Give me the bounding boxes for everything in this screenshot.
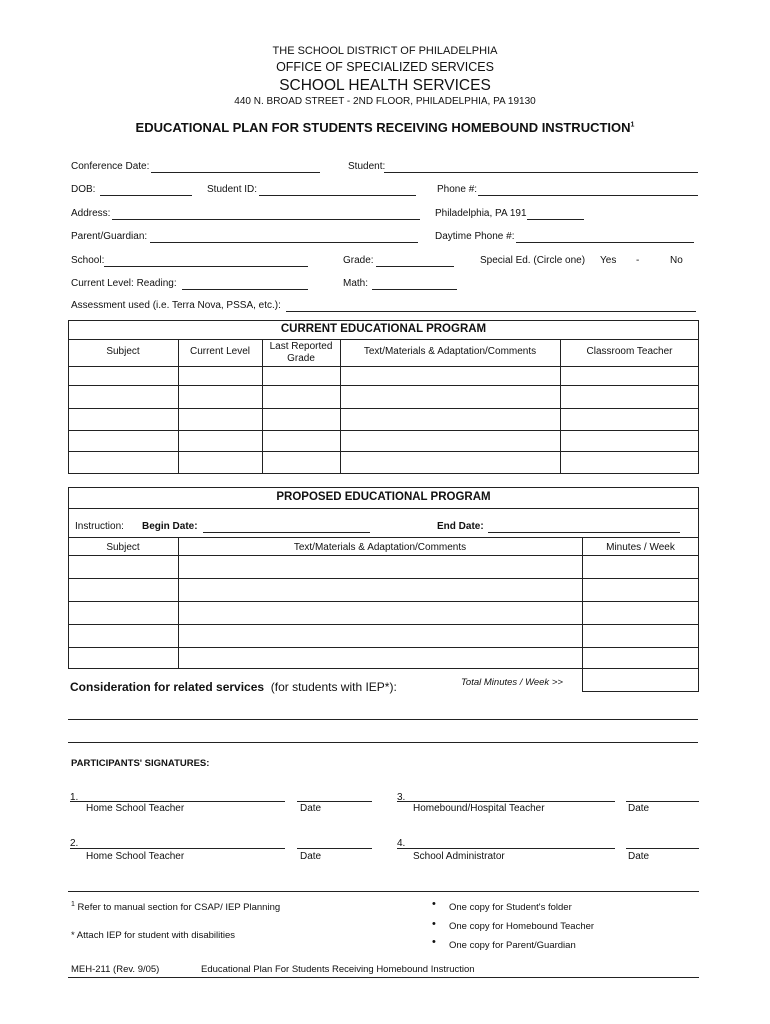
student-id-label: Student ID: (207, 184, 258, 195)
table-row (68, 366, 699, 367)
form-title (0, 120, 770, 135)
math-field[interactable] (372, 289, 457, 290)
footer-form-title: Educational Plan For Students Receiving Homebound Instruction (201, 964, 475, 975)
footnote-2: * Attach IEP for student with disabilities (71, 930, 236, 941)
table-row (68, 385, 699, 386)
signature-2-line[interactable] (70, 848, 285, 849)
signature-4-date: Date (628, 851, 650, 862)
signature-3-date: Date (628, 803, 650, 814)
table-row (68, 430, 699, 431)
grade-label: Grade: (343, 255, 374, 266)
current-col-materials: Text/Materials & Adaptation/Comments (363, 346, 537, 357)
dob-field[interactable] (100, 195, 192, 196)
district-address: 440 N. BROAD STREET - 2ND FLOOR, PHILADELPHIA, PA 19130 (234, 96, 536, 107)
total-minutes-box[interactable] (582, 668, 699, 692)
end-date-label: End Date: (437, 521, 484, 532)
table-row (68, 647, 699, 648)
assessment-field[interactable] (286, 311, 696, 312)
zip-field[interactable] (527, 219, 584, 220)
school-label: School: (71, 255, 105, 266)
proposed-col-divider (582, 537, 583, 669)
begin-date-label: Begin Date: (142, 521, 198, 532)
signature-1-role: Home School Teacher (86, 803, 185, 814)
current-program-title-divider (68, 339, 699, 340)
signature-2-role: Home School Teacher (86, 851, 185, 862)
begin-date-field[interactable] (203, 532, 370, 533)
footer-divider (68, 977, 699, 978)
proposed-col-subject: Subject (106, 542, 140, 553)
parent-label: Parent/Guardian: (71, 231, 148, 242)
school-field[interactable] (104, 266, 308, 267)
special-ed-label: Special Ed. (Circle one) (480, 255, 586, 266)
proposed-col-minutes: Minutes / Week (606, 542, 675, 553)
phone-label: Phone #: (437, 184, 478, 195)
student-field[interactable] (384, 172, 698, 173)
table-row (68, 451, 699, 452)
end-date-field[interactable] (488, 532, 680, 533)
form-number: MEH-211 (Rev. 9/05) (71, 964, 160, 975)
table-row (68, 408, 699, 409)
conference-date-field[interactable] (151, 172, 320, 173)
signature-1-number: 1. (70, 792, 79, 803)
signature-3-number: 3. (397, 792, 406, 803)
current-col-divider (340, 339, 341, 474)
special-ed-separator: - (636, 255, 640, 266)
table-row (68, 624, 699, 625)
assessment-label: Assessment used (i.e. Terra Nova, PSSA, etc.): (71, 300, 281, 311)
reading-label: Current Level: Reading: (71, 278, 177, 289)
signature-3-date-line[interactable] (626, 801, 699, 802)
math-label: Math: (343, 278, 369, 289)
bullet-icon: • (432, 936, 436, 948)
current-col-level: Current Level (189, 346, 251, 357)
copy-item-1: One copy for Student's folder (449, 902, 572, 913)
signature-2-number: 2. (70, 838, 79, 849)
table-row (68, 578, 699, 579)
daytime-phone-field[interactable] (516, 242, 694, 243)
current-col-grade: Last Reported Grade (269, 341, 333, 364)
related-services-line-2[interactable] (68, 742, 698, 743)
form-title-text: EDUCATIONAL PLAN FOR STUDENTS RECEIVING HOMEBOUND INSTRUCTION (135, 120, 631, 135)
related-services-label (70, 680, 397, 694)
copy-item-2: One copy for Homebound Teacher (449, 921, 595, 932)
current-col-divider (262, 339, 263, 474)
related-services-title: Consideration for related services (70, 680, 265, 694)
footnote-divider (68, 891, 699, 892)
footnote-1-text: Refer to manual section for CSAP/ IEP Planning (77, 902, 281, 914)
proposed-col-divider (178, 537, 179, 669)
signature-1-date: Date (300, 803, 322, 814)
signature-2-date: Date (300, 851, 322, 862)
end-date-text: End Date (437, 521, 481, 532)
total-minutes-label: Total Minutes / Week >> (461, 677, 563, 688)
current-col-teacher: Classroom Teacher (586, 346, 673, 357)
current-col-divider (178, 339, 179, 474)
current-col-subject: Subject (106, 346, 140, 357)
parent-field[interactable] (150, 242, 418, 243)
signatures-title: PARTICIPANTS' SIGNATURES: (71, 758, 210, 769)
table-row (68, 555, 699, 556)
student-id-field[interactable] (259, 195, 416, 196)
signature-4-date-line[interactable] (626, 848, 699, 849)
footnote-1-mark: 1 (71, 901, 75, 908)
proposed-header-divider (68, 537, 699, 538)
instruction-label: Instruction: (75, 521, 124, 532)
related-services-sub: (for students with IEP*): (270, 680, 397, 694)
title-footnote-mark: 1 (630, 121, 635, 129)
signature-4-role: School Administrator (413, 851, 505, 862)
signature-1-line[interactable] (70, 801, 285, 802)
signature-2-date-line[interactable] (297, 848, 372, 849)
signature-4-number: 4. (397, 838, 406, 849)
bullet-icon: • (432, 898, 436, 910)
signature-3-line[interactable] (397, 801, 615, 802)
signature-3-role: Homebound/Hospital Teacher (413, 803, 545, 814)
special-ed-yes[interactable]: Yes (600, 255, 617, 266)
grade-field[interactable] (376, 266, 454, 267)
signature-4-line[interactable] (397, 848, 615, 849)
reading-field[interactable] (182, 289, 308, 290)
dob-label: DOB: (71, 184, 96, 195)
table-row (68, 601, 699, 602)
department-name: SCHOOL HEALTH SERVICES (279, 77, 491, 94)
phone-field[interactable] (478, 195, 698, 196)
proposed-program-title-divider (68, 508, 699, 509)
proposed-col-materials: Text/Materials & Adaptation/Comments (293, 542, 467, 553)
special-ed-no[interactable]: No (670, 255, 683, 266)
address-label: Address: (71, 208, 111, 219)
footnote-1 (71, 901, 280, 913)
student-label: Student: (348, 161, 386, 172)
copy-item-3: One copy for Parent/Guardian (449, 940, 576, 951)
current-col-divider (560, 339, 561, 474)
district-name: THE SCHOOL DISTRICT OF PHILADELPHIA (272, 45, 498, 57)
related-services-line-1[interactable] (68, 719, 698, 720)
daytime-phone-label: Daytime Phone #: (435, 231, 515, 242)
office-name: OFFICE OF SPECIALIZED SERVICES (276, 60, 494, 74)
conference-date-label: Conference Date: (71, 161, 150, 172)
address-field[interactable] (112, 219, 420, 220)
current-program-title: CURRENT EDUCATIONAL PROGRAM (280, 323, 487, 335)
bullet-icon: • (432, 918, 436, 930)
proposed-program-title: PROPOSED EDUCATIONAL PROGRAM (276, 491, 491, 503)
signature-1-date-line[interactable] (297, 801, 372, 802)
city-label: Philadelphia, PA 191 (435, 208, 527, 219)
